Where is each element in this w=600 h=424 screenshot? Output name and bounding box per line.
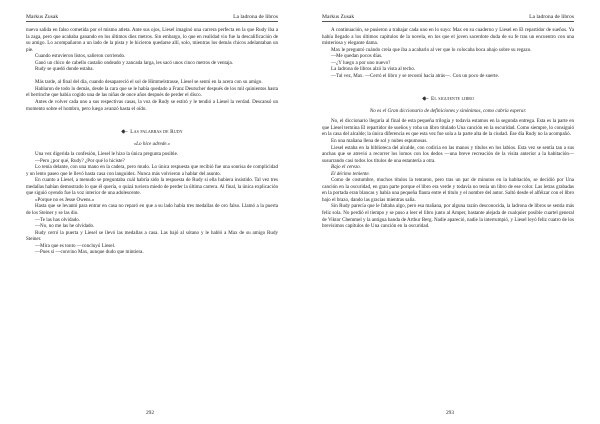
paragraph: —Me quedan pocos días. xyxy=(331,53,383,60)
section-break xyxy=(322,88,574,114)
paragraph: No, el diccionario llegaría al final de esta pequeña trilogía y todavía estamos en la segunda entrega. Esta es la parte en que Liesel termina El repartidor de sueños y roba un libro titulado Una canción en la oscuridad. Como siempre, lo consiguió en la casa del alcalde; la única diferencia es que esta vez fue sola a la parte alta de la ciudad. Ese día Rudy no la acompañó. xyxy=(322,118,574,138)
header-title: La ladrona de libros xyxy=(529,14,574,20)
page-number: 292 xyxy=(145,410,155,416)
paragraph: En cuanto a Liesel, a menudo se preguntaba cuál habría sido la respuesta de Rudy si ella hubiera insistido. Tal vez tres medallas habían demostrado lo que él quería, o quizá tuviera miedo de perder la última carrera. Al final, la única explicación que siguió oyendo fue la voz interior de una adolescente. xyxy=(26,177,278,197)
paragraph: Lo tenía delante, con una mano en la cadera, pero mudo. Lo única respuesta que recibió fue una sonrisa de complicidad y un lento paseo que le llevó hasta casa con languidez. Nunca más volvieron a hablar del asunto. xyxy=(26,164,278,177)
paragraph: —Pero ¿por qué, Rudy? ¿Por qué lo hiciste? xyxy=(35,157,125,164)
paragraph: Hablaron de todo lo demás, desde la cara que se le había quedado a Franz Deutscher después de los mil quinientos hasta el berrinche que había cogido una de las niñas de once años después de perder el disco. xyxy=(26,85,278,99)
paragraph: —Mira que es tonto —concluyó Liesel. xyxy=(35,242,116,249)
section-heading: Las palabras de Rudy xyxy=(130,128,183,135)
paragraph: —Te las has olvidado. xyxy=(35,216,81,223)
fleuron-icon xyxy=(422,96,429,101)
paragraph: Max le preguntó cuándo creía que iba a acabarlo al ver que lo colocaba boca abajo sobre su regazo. xyxy=(331,46,532,53)
paragraph: A continuación, se pusieron a trabajar cada uno en lo suyo: Max en su cuaderno y Liesel en El repartidor de sueños. Ya había llegado a los últimos capítulos de la novela, en los que el joven sacerdote duda de su fe tras un encuentro con una misteriosa y elegante dama. xyxy=(322,27,574,47)
paragraph: —No, no me las he olvidado. xyxy=(35,223,95,230)
paragraph-group xyxy=(26,27,278,112)
right-page xyxy=(300,0,600,424)
section-break xyxy=(26,121,278,147)
section-subtitle: «Lo hice adrede.» xyxy=(133,141,171,148)
running-header xyxy=(26,14,278,22)
paragraph-group xyxy=(322,118,574,229)
paragraph: Bajo el cerezo. xyxy=(331,164,361,171)
header-author: Markus Zusak xyxy=(26,14,59,20)
paragraph: Rudy cerró la puerta y Liesel se llevó las medallas a casa. Las bajó al sótano y le habló a Max de su amigo Rudy Steiner. xyxy=(26,229,278,243)
paragraph: El décimo teniente. xyxy=(331,170,370,177)
paragraph: En una mañana llena de sol y nubes espumosas. xyxy=(331,138,428,145)
section-heading: El siguiente libro xyxy=(430,95,474,102)
paragraph: Cuando estuvieron listos, salieron corriendo. xyxy=(35,53,126,60)
paragraph: Liesel estaba en la biblioteca del alcalde, con codicia en las manos y títulos en los labios. Esta vez se sentía tan a sus anchas que se atrevió a recorrer los lomos con los dedos —una breve recreación de la visita anterior a la habitación— susurrando casi todos los títulos de una estantería a otra. xyxy=(322,144,574,164)
paragraph: Ganó un chico de cabello castaño ondeado y zancada larga, les sacó unos cinco metros de ventaja. xyxy=(35,59,234,66)
page-number: 293 xyxy=(445,410,455,416)
header-title: La ladrona de libros xyxy=(233,14,278,20)
paragraph: Rudy se quedó donde estaba. xyxy=(35,66,94,73)
paragraph: Una vez digerida la confesión, Liesel le hizo la única pregunta posible. xyxy=(35,151,179,158)
paragraph: —Tal vez, Max. —Cerró el libro y se recostó hacia atrás—. Con un poco de suerte. xyxy=(331,72,499,79)
paragraph-group xyxy=(322,27,574,79)
running-header xyxy=(322,14,574,22)
paragraph: nueva salida en falso cometida por el mismo atleta. Ante sus ojos, Liesel imaginó una carrera perfecta en la que Rudy iba a la zaga, pero que acababa ganando en los últimos diez metros. Sin embargo, lo que en realidad vio fue la descalificación de su amigo. Lo acompañaron a un lado de la pista y le hicieron quedarse allí, solo, mientras los demás chicos adelantaban un pie. xyxy=(26,27,278,53)
page-body xyxy=(322,27,574,230)
paragraph: Hasta que se levantó para entrar en casa no reparó en que a su lado había tres medallas de oro falso. Llamó a la puerta de los Steiner y se las dio. xyxy=(26,203,278,216)
fleuron-icon xyxy=(121,129,128,134)
paragraph: —Pues sí —convino Max, aunque dudo que mintiera. xyxy=(35,249,144,256)
paragraph: La ladrona de libros alzó la vista al techo. xyxy=(331,66,416,73)
paragraph: Como de costumbre, muchos títulos la tentaron, pero tras un par de minutos en la habitación, se decidió por Una canción en la oscuridad, en gran parte porque el libro era verde y todavía no tenía un libro de ese color. Las letras grabadas en la portada eran blancas y había una pequeña flauta entre el título y el nombre del autor. Saltó desde el alféizar con el libro bajo el brazo, dando las gracias mientras salía. xyxy=(322,177,574,203)
paragraph: —¿Y luego a por uno nuevo? xyxy=(331,59,391,66)
paragraph-group xyxy=(26,151,278,256)
page-body xyxy=(26,27,278,256)
paragraph: Sin Rudy parecía que le faltaba algo, pero esa mañana, por alguna razón desconocida, la ladrona de libros se sentía más feliz sola. No perdió el tiempo y se puso a leer el libro junto al Amper, bastante alejada de cualquier posible cuartel general de Viktor Chemmel y la antigua banda de Arthur Berg. Nadie apareció, nadie la interrumpió, y Liesel leyó feliz cuatro de los brevísimos capítulos de Una canción en la oscuridad. xyxy=(322,203,574,230)
paragraph: Antes de volver cada uno a sus respectivas casas, la voz de Rudy se estiró y le tendió a Liesel la verdad. Descansó un momento sobre el hombro, pero luego avanzó hasta el oído. xyxy=(26,98,278,112)
paragraph: «Porque no es Jesse Owens.» xyxy=(35,196,95,203)
header-author: Markus Zusak xyxy=(322,14,355,20)
section-subtitle: No es el Gran diccionario de definiciones y sinónimos, como cabría esperar. xyxy=(369,108,527,115)
paragraph: Más tarde, al final del día, cuando desapareció el sol de Himmelstrasse, Liesel se sentó en la acera con su amigo. xyxy=(35,79,263,86)
